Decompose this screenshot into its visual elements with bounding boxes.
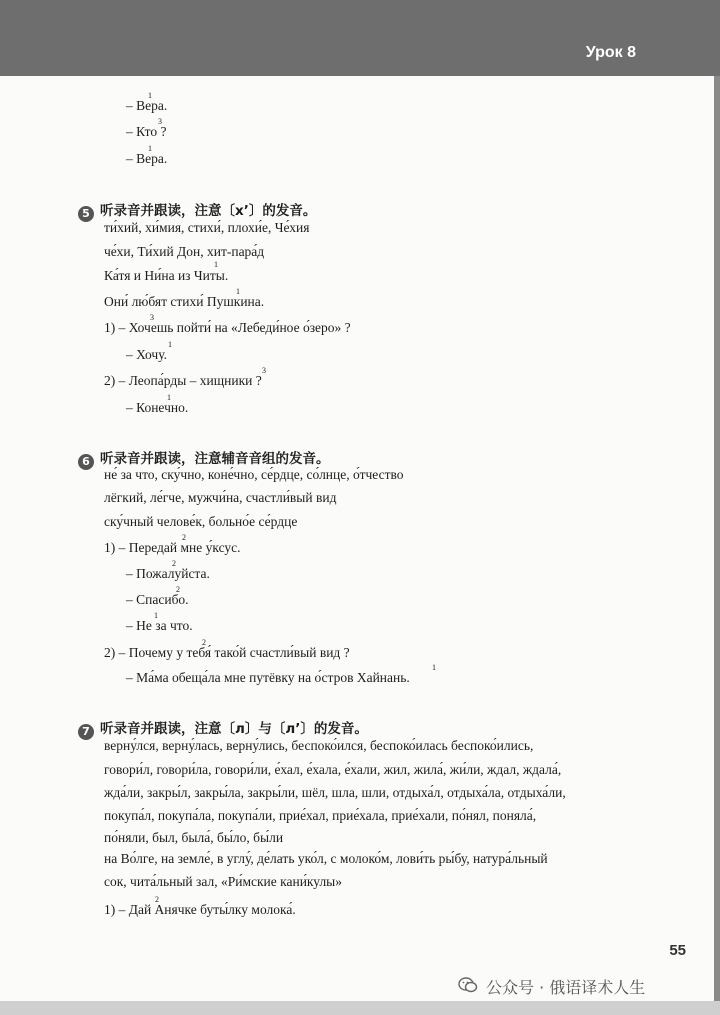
stress-mark: 1 (168, 340, 172, 349)
stress-mark: 3 (158, 117, 162, 126)
stress-mark: 1 (148, 91, 152, 100)
practice-line: не́ за что, ску́чно, коне́чно, се́рдце, со́лнце, о́тчество (104, 467, 404, 482)
section-instruction: 听录音并跟读，注意〔л〕与〔л’〕的发音。 (100, 721, 368, 737)
page-edge-bottom (0, 1001, 720, 1015)
dialogue-line: 1) – Дай Анячке буты́лку молока́. (104, 902, 296, 917)
dialogue-line: – Спасибо. (126, 592, 189, 607)
stress-mark: 1 (432, 663, 436, 672)
practice-line: Они́ лю́бят стихи́ Пушкина. (104, 294, 265, 309)
dialogue-line: 1) – Передай мне у́ксус. (104, 540, 241, 555)
dialogue-line: – Вера. (126, 151, 168, 166)
section-5-heading (78, 199, 316, 222)
practice-line: лёгкий, ле́гче, мужчи́на, счастли́вый вид (104, 490, 337, 505)
dialogue-line: – Кто ? (126, 124, 167, 139)
dialogue-line: – Пожалуйста. (126, 566, 210, 581)
dialogue-line: – Конечно. (126, 400, 189, 415)
stress-mark: 3 (150, 313, 154, 322)
stress-mark: 1 (154, 611, 158, 620)
stress-mark: 2 (182, 533, 186, 542)
practice-line: на Во́лге, на земле́, в углу́, де́лать уко́л, с молоко́м, лови́ть ры́бу, натура́льный (104, 851, 548, 866)
stress-mark: 2 (172, 559, 176, 568)
stress-mark: 1 (214, 260, 218, 269)
dialogue-line: – Хочу. (126, 347, 167, 362)
practice-line: говори́л, говори́ла, говори́ли, е́хал, е́хала, е́хали, жил, жила́, жи́ли, ждал, ждала́, (104, 762, 562, 777)
watermark: 公众号 · 俄语译术人生 (486, 978, 646, 997)
stress-mark: 3 (262, 366, 266, 375)
practice-line: ску́чный челове́к, больно́е се́рдце (104, 514, 298, 529)
page-edge-right (714, 76, 720, 1001)
section-number-badge: 7 (78, 724, 94, 740)
stress-mark: 2 (155, 895, 159, 904)
practice-line: покупа́л, покупа́ла, покупа́ли, прие́хал, прие́хала, прие́хали, по́нял, поняла́, (104, 808, 537, 823)
stress-mark: 1 (148, 144, 152, 153)
practice-line: жда́ли, закры́л, закры́ла, закры́ли, шёл, шла, шли, отдыха́л, отдыха́ла, отдыха́ли, (104, 785, 566, 800)
dialogue-line: – Ма́ма обеща́ла мне путёвку на о́стров Хайнань. (126, 670, 410, 685)
practice-line: верну́лся, верну́лась, верну́лись, беспоко́ился, беспоко́илась беспоко́ились, (104, 738, 534, 753)
stress-mark: 1 (236, 287, 240, 296)
section-instruction: 听录音并跟读，注意辅音音组的发音。 (100, 451, 330, 467)
practice-line: Ка́тя и Ни́на из Читы. (104, 268, 229, 283)
section-7-heading (78, 717, 368, 740)
practice-line: ти́хий, хи́мия, стихи́, плохи́е, Че́хия (104, 220, 310, 235)
stress-mark: 2 (202, 638, 206, 647)
section-number-badge: 6 (78, 454, 94, 470)
dialogue-line: – Вера. (126, 98, 168, 113)
section-number-badge: 5 (78, 206, 94, 222)
page-number: 55 (669, 942, 686, 959)
dialogue-line: – Не за что. (126, 618, 193, 633)
practice-line: сок, чита́льный зал, «Ри́мские кани́кулы» (104, 874, 343, 889)
practice-line: по́няли, был, была́, бы́ло, бы́ли (104, 830, 284, 845)
header-bar (0, 0, 720, 76)
dialogue-line: 2) – Леопа́рды – хищники ? (104, 373, 262, 388)
stress-mark: 2 (176, 585, 180, 594)
dialogue-line: 2) – Почему у тебя́ тако́й счастли́вый вид ? (104, 645, 350, 660)
section-instruction: 听录音并跟读，注意〔х’〕的发音。 (100, 203, 317, 219)
lesson-title: Урок 8 (585, 44, 636, 61)
wechat-icon (458, 976, 478, 994)
dialogue-line: 1) – Хочешь пойти́ на «Лебеди́ное о́зеро» ? (104, 320, 351, 335)
practice-line: че́хи, Ти́хий Дон, хит-пара́д (104, 244, 265, 259)
stress-mark: 1 (167, 393, 171, 402)
